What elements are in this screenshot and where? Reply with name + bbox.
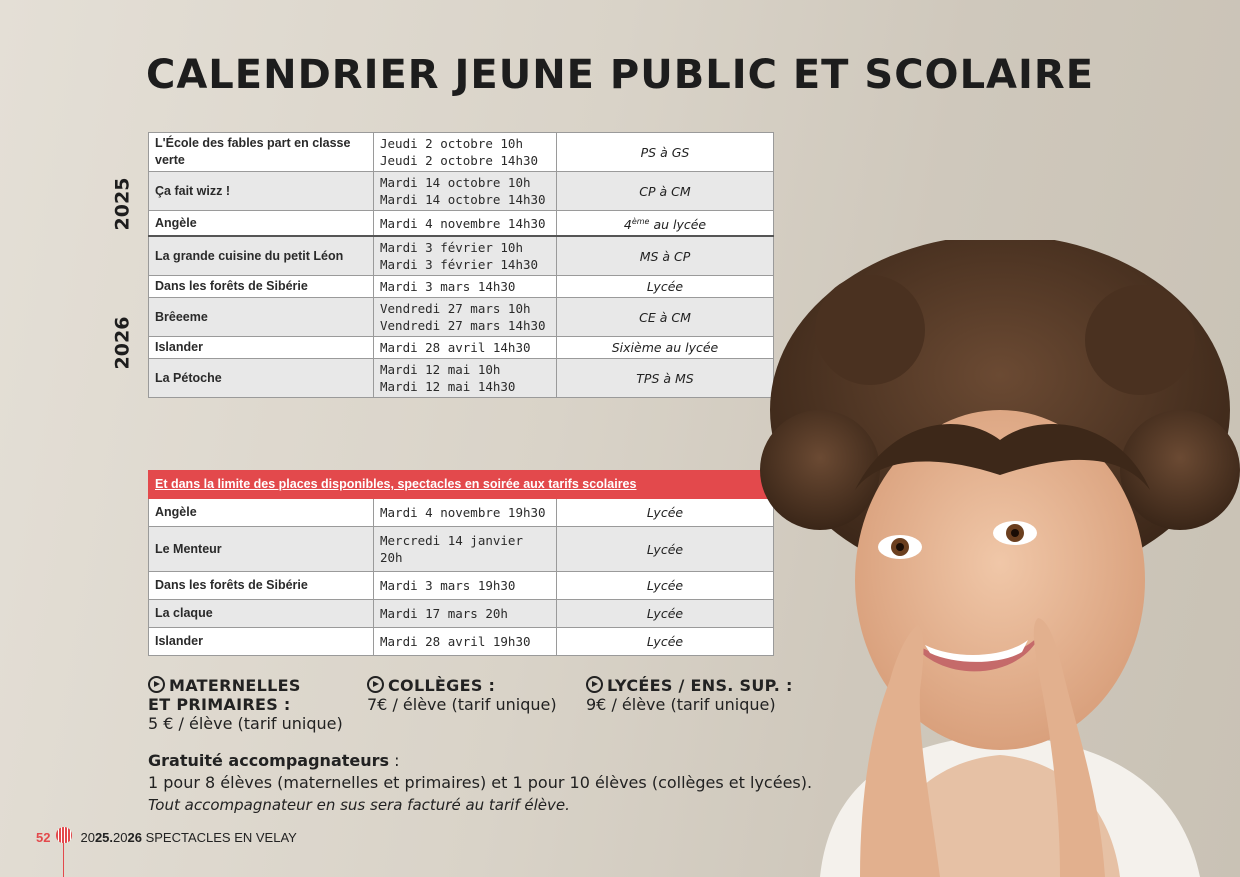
evening-table-header: Et dans la limite des places disponibles, spectacles en soirée aux tarifs scolaires [149, 471, 774, 499]
price-maternelles [148, 676, 343, 733]
table-row [149, 236, 774, 276]
gratuite-colon: : [389, 751, 400, 770]
show-date: Mardi 3 février 10h [380, 240, 523, 256]
show-title: Brêeeme [149, 298, 374, 337]
show-date: Mardi 3 février 14h30 [380, 257, 539, 273]
show-dates [374, 337, 557, 359]
table-row [149, 337, 774, 359]
table-row [149, 133, 774, 172]
page-footer [36, 827, 297, 847]
show-date: Mardi 14 octobre 10h [380, 175, 531, 190]
show-level: Lycée [557, 628, 774, 656]
show-level: Lycée [557, 600, 774, 628]
table-row [149, 527, 774, 572]
table-row [149, 628, 774, 656]
show-title: La claque [149, 600, 374, 628]
show-level: CP à CM [557, 172, 774, 211]
table-row [149, 172, 774, 211]
show-title: Angèle [149, 211, 374, 237]
table-row [149, 600, 774, 628]
show-date: Jeudi 2 octobre 10h [380, 136, 523, 151]
show-date: Mardi 28 avril 14h30 [380, 340, 531, 356]
show-title: Ça fait wizz ! [149, 172, 374, 211]
price-colleges-label: COLLÈGES : [388, 676, 496, 695]
balloon-icon [56, 827, 72, 847]
page-title: CALENDRIER JEUNE PUBLIC ET SCOLAIRE [145, 52, 1095, 98]
show-level: Sixième au lycée [557, 337, 774, 359]
show-dates [374, 211, 557, 237]
show-dates [374, 133, 557, 172]
show-date: Mardi 17 mars 20h [374, 600, 557, 628]
play-circle-icon [148, 676, 165, 693]
table-row [149, 211, 774, 237]
show-title: L'École des fables part en classe verte [149, 133, 374, 172]
show-level: TPS à MS [557, 359, 774, 398]
show-level: PS à GS [557, 133, 774, 172]
show-date: Mardi 12 mai 14h30 [380, 379, 516, 395]
show-date: Mardi 4 novembre 14h30 [380, 215, 546, 231]
show-date: Mardi 3 mars 19h30 [374, 572, 557, 600]
show-title: Le Menteur [149, 527, 374, 572]
show-dates [374, 172, 557, 211]
show-dates [374, 236, 557, 276]
show-date: Vendredi 27 mars 14h30 [380, 318, 546, 334]
gratuite-line-2: Tout accompagnateur en sus sera facturé au tarif élève. [148, 796, 570, 814]
show-date: Mercredi 14 janvier 20h [374, 527, 557, 572]
gratuite-block [148, 750, 812, 816]
gratuite-label: Gratuité accompagnateurs [148, 751, 390, 770]
price-lycees-label: LYCÉES / ENS. SUP. : [607, 676, 793, 695]
price-colleges [367, 676, 557, 714]
show-date: Mardi 14 octobre 14h30 [380, 192, 546, 207]
schedule-table [148, 132, 774, 398]
show-title: Dans les forêts de Sibérie [149, 276, 374, 298]
show-title: Angèle [149, 499, 374, 527]
show-level: MS à CP [557, 236, 774, 276]
year-label-2025: 2025 [111, 177, 134, 231]
child-photo [760, 240, 1240, 877]
price-colleges-value: 7€ / élève (tarif unique) [367, 695, 557, 714]
show-title: Islander [149, 337, 374, 359]
show-date: Mardi 3 mars 14h30 [380, 279, 516, 295]
show-dates [374, 276, 557, 298]
show-level: Lycée [557, 572, 774, 600]
show-title: Islander [149, 628, 374, 656]
table-row [149, 298, 774, 337]
show-dates [374, 359, 557, 398]
show-date: Mardi 28 avril 19h30 [374, 628, 557, 656]
footer-season: 2025.2026 SPECTACLES EN VELAY [80, 829, 297, 845]
show-level: 4ème au lycée [557, 211, 774, 237]
evening-table [148, 470, 774, 656]
show-level: Lycée [557, 276, 774, 298]
table-row [149, 499, 774, 527]
show-level: Lycée [557, 527, 774, 572]
play-circle-icon [586, 676, 603, 693]
show-level: Lycée [557, 499, 774, 527]
show-date: Mardi 4 novembre 19h30 [374, 499, 557, 527]
gratuite-line-1: 1 pour 8 élèves (maternelles et primaires) et 1 pour 10 élèves (collèges et lycées). [148, 773, 813, 792]
show-date: Mardi 12 mai 10h [380, 362, 501, 378]
price-lycees-value: 9€ / élève (tarif unique) [586, 695, 776, 714]
show-date: Jeudi 2 octobre 14h30 [380, 153, 539, 168]
price-maternelles-label: MATERNELLES [169, 676, 301, 695]
show-dates [374, 298, 557, 337]
year-label-2026: 2026 [111, 316, 134, 370]
page-number: 52 [36, 829, 51, 845]
play-circle-icon [367, 676, 384, 693]
table-row [149, 359, 774, 398]
show-title: La grande cuisine du petit Léon [149, 236, 374, 276]
price-maternelles-label-2: ET PRIMAIRES : [148, 695, 291, 714]
table-row [149, 572, 774, 600]
price-maternelles-value: 5 € / élève (tarif unique) [148, 714, 343, 733]
show-level: CE à CM [557, 298, 774, 337]
table-row [149, 276, 774, 298]
show-title: Dans les forêts de Sibérie [149, 572, 374, 600]
show-date: Vendredi 27 mars 10h [380, 301, 531, 317]
show-title: La Pétoche [149, 359, 374, 398]
